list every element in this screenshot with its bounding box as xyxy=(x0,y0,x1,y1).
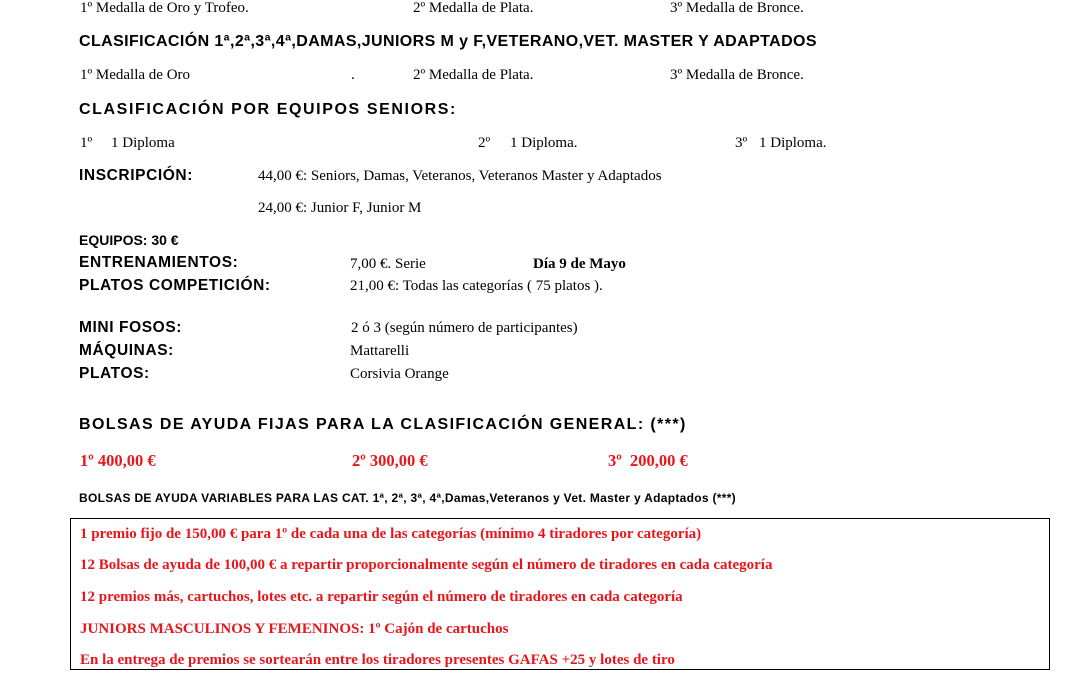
medal-second-category: 2º Medalla de Plata. xyxy=(413,67,534,83)
fixed-prize-third: 3º 200,00 € xyxy=(608,451,688,470)
training-label: ENTRENAMIENTOS: xyxy=(79,254,239,271)
fixed-prizes-heading: BOLSAS DE AYUDA FIJAS PARA LA CLASIFICACIÓN GENERAL: (***) xyxy=(79,416,687,433)
mini-pits-value: 2 ó 3 (según número de participantes) xyxy=(351,320,578,336)
mini-pits-label: MINI FOSOS: xyxy=(79,319,183,336)
team-third-diploma: 1 Diploma. xyxy=(759,135,827,151)
medal-first-general: 1º Medalla de Oro y Trofeo. xyxy=(80,0,249,16)
box-line-aid-bags: 12 Bolsas de ayuda de 100,00 € a repartir proporcionalmente según el número de tiradores en cada categoría xyxy=(80,557,773,573)
training-value: 7,00 €. Serie xyxy=(350,256,426,272)
plates-value: Corsivia Orange xyxy=(350,366,449,382)
separator-dot: . xyxy=(351,67,355,83)
categories-heading: CLASIFICACIÓN 1ª,2ª,3ª,4ª,DAMAS,JUNIORS M y F,VETERANO,VET. MASTER Y ADAPTADOS xyxy=(79,33,817,50)
competition-plates-label: PLATOS COMPETICIÓN: xyxy=(79,277,271,294)
training-date: Día 9 de Mayo xyxy=(533,256,626,272)
box-line-extra-prizes: 12 premios más, cartuchos, lotes etc. a repartir según el número de tiradores en cada categoría xyxy=(80,589,683,605)
inscription-junior-fee: 24,00 €: Junior F, Junior M xyxy=(258,200,422,216)
teams-fee: EQUIPOS: 30 € xyxy=(79,232,179,248)
machines-value: Mattarelli xyxy=(350,343,410,359)
box-line-fixed-category-prize: 1 premio fijo de 150,00 € para 1º de cada una de las categorías (mínimo 4 tiradores por categoría) xyxy=(80,526,702,542)
competition-plates-value: 21,00 €: Todas las categorías ( 75 platos ). xyxy=(350,278,603,294)
fixed-prize-first: 1º 400,00 € xyxy=(80,451,156,470)
variable-prizes-box xyxy=(70,518,1050,670)
teams-heading: CLASIFICACIÓN POR EQUIPOS SENIORS: xyxy=(79,101,457,118)
team-first-position: 1º xyxy=(80,135,93,151)
team-second-diploma: 1 Diploma. xyxy=(510,135,578,151)
box-line-juniors: JUNIORS MASCULINOS Y FEMENINOS: 1º Cajón de cartuchos xyxy=(80,621,509,637)
team-first-diploma: 1 Diploma xyxy=(111,135,175,151)
inscription-label: INSCRIPCIÓN: xyxy=(79,167,193,184)
medal-first-category: 1º Medalla de Oro xyxy=(80,67,191,83)
inscription-senior-fee: 44,00 €: Seniors, Damas, Veteranos, Veteranos Master y Adaptados xyxy=(258,168,662,184)
fixed-prize-second: 2º 300,00 € xyxy=(352,451,428,470)
team-second-position: 2º xyxy=(478,135,491,151)
variable-prizes-heading: BOLSAS DE AYUDA VARIABLES PARA LAS CAT. 1ª, 2ª, 3ª, 4ª,Damas,Veteranos y Vet. Master y Adaptados (***) xyxy=(79,491,736,505)
medal-third-general: 3º Medalla de Bronce. xyxy=(670,0,804,16)
box-line-raffle: En la entrega de premios se sortearán entre los tiradores presentes GAFAS +25 y lotes de tiro xyxy=(80,652,675,668)
team-third-position: 3º xyxy=(735,135,748,151)
machines-label: MÁQUINAS: xyxy=(79,342,174,359)
plates-label: PLATOS: xyxy=(79,365,150,382)
medal-second-general: 2º Medalla de Plata. xyxy=(413,0,534,16)
medal-third-category: 3º Medalla de Bronce. xyxy=(670,67,804,83)
